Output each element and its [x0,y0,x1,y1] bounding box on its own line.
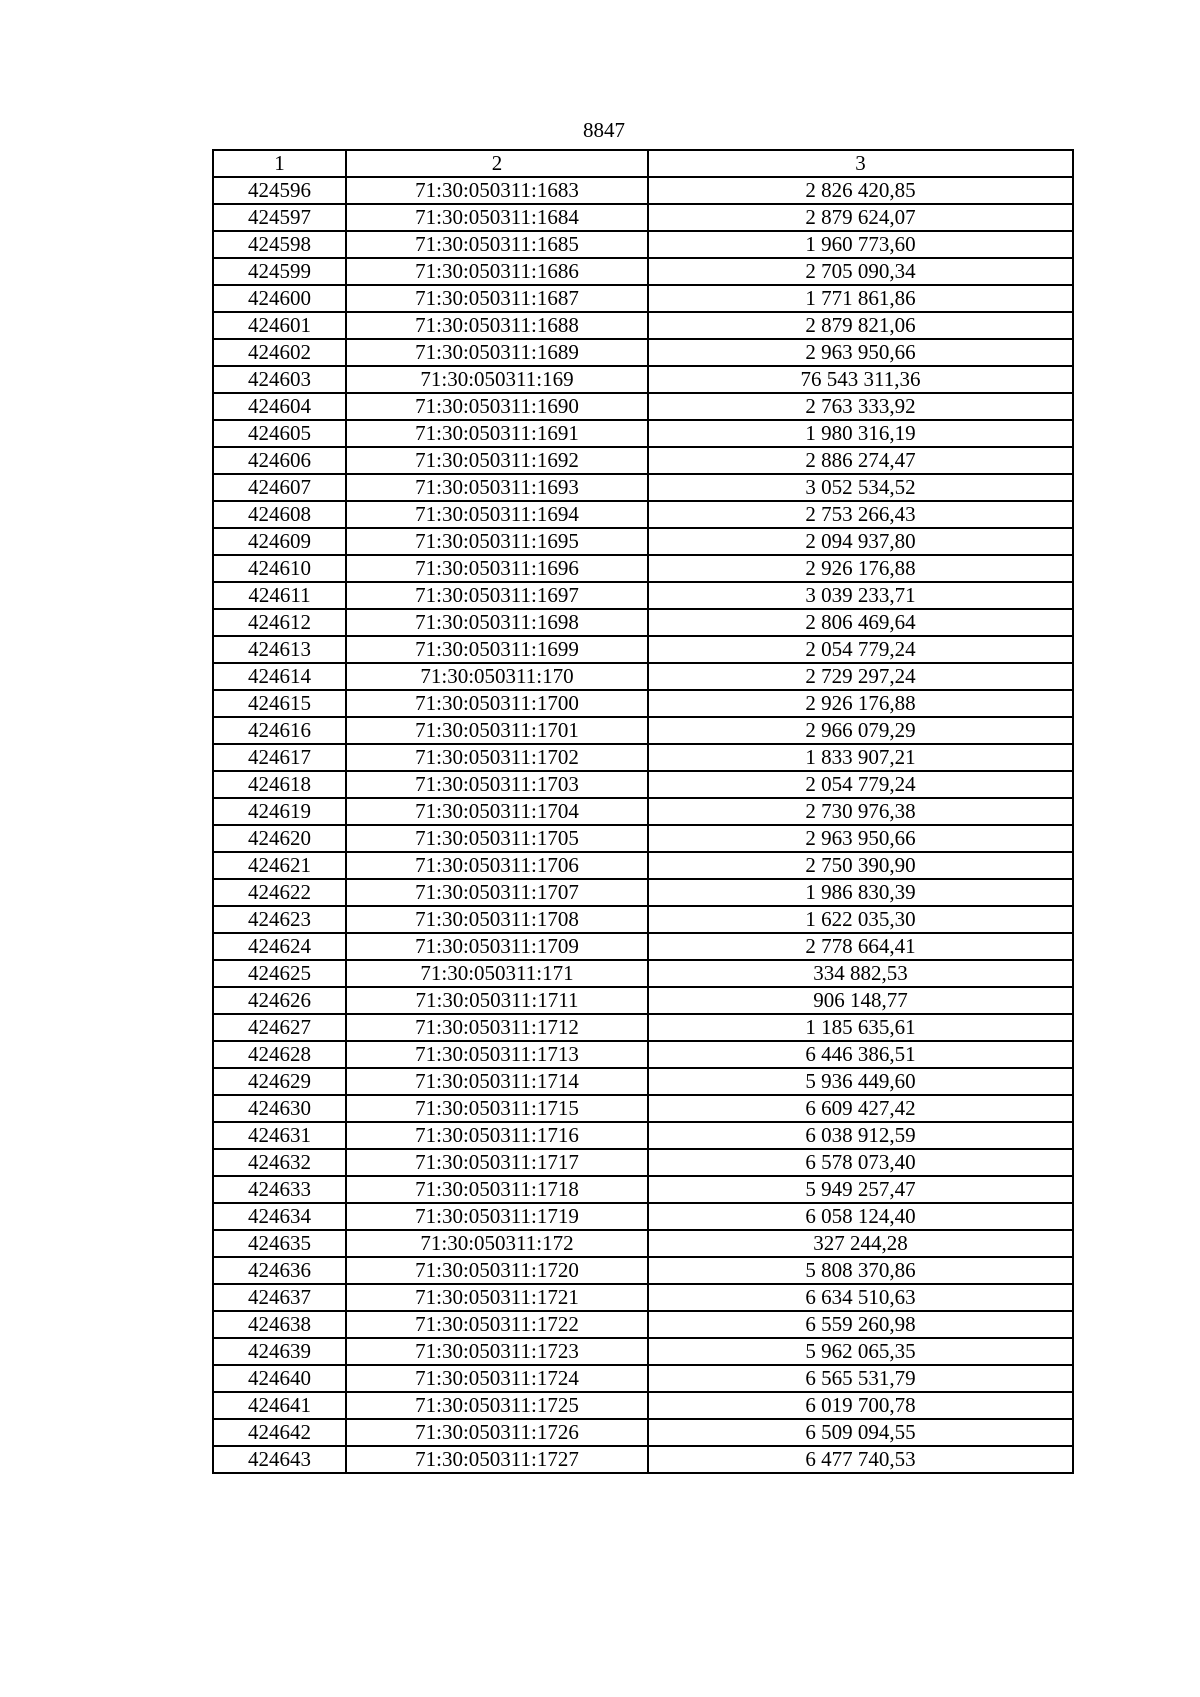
value-cell: 2 054 779,24 [648,636,1073,663]
table-row [213,1041,1073,1068]
cadastral-number-cell: 71:30:050311:1720 [346,1257,648,1284]
value-cell: 327 244,28 [648,1230,1073,1257]
table-row [213,1068,1073,1095]
value-cell: 2 094 937,80 [648,528,1073,555]
row-number-cell: 424635 [213,1230,346,1257]
table-row [213,771,1073,798]
table-row [213,609,1073,636]
cadastral-number-cell: 71:30:050311:1714 [346,1068,648,1095]
value-cell: 1 833 907,21 [648,744,1073,771]
cadastral-number-cell: 71:30:050311:1686 [346,258,648,285]
table-row [213,1311,1073,1338]
row-number-cell: 424618 [213,771,346,798]
table-row [213,690,1073,717]
row-number-cell: 424621 [213,852,346,879]
value-cell: 2 963 950,66 [648,339,1073,366]
cadastral-number-cell: 71:30:050311:1719 [346,1203,648,1230]
table-row [213,447,1073,474]
row-number-cell: 424636 [213,1257,346,1284]
cadastral-number-cell: 71:30:050311:1689 [346,339,648,366]
value-cell: 1 622 035,30 [648,906,1073,933]
value-cell: 1 986 830,39 [648,879,1073,906]
row-number-cell: 424637 [213,1284,346,1311]
table-row [213,906,1073,933]
row-number-cell: 424605 [213,420,346,447]
row-number-cell: 424606 [213,447,346,474]
value-cell: 1 771 861,86 [648,285,1073,312]
cadastral-number-cell: 71:30:050311:1713 [346,1041,648,1068]
value-cell: 2 963 950,66 [648,825,1073,852]
cadastral-number-cell: 71:30:050311:172 [346,1230,648,1257]
table-row [213,879,1073,906]
value-cell: 3 052 534,52 [648,474,1073,501]
table-row [213,1014,1073,1041]
table-header [213,150,1073,177]
table-row [213,177,1073,204]
table-row [213,258,1073,285]
table-row [213,1230,1073,1257]
table-row [213,474,1073,501]
table-row [213,663,1073,690]
table-row [213,636,1073,663]
table-row [213,1365,1073,1392]
row-number-cell: 424597 [213,204,346,231]
value-cell: 6 019 700,78 [648,1392,1073,1419]
table-row [213,1338,1073,1365]
value-cell: 6 509 094,55 [648,1419,1073,1446]
cadastral-number-cell: 71:30:050311:1716 [346,1122,648,1149]
value-cell: 2 926 176,88 [648,690,1073,717]
cadastral-number-cell: 71:30:050311:1711 [346,987,648,1014]
cadastral-number-cell: 71:30:050311:1688 [346,312,648,339]
cadastral-number-cell: 71:30:050311:1709 [346,933,648,960]
cadastral-number-cell: 71:30:050311:1693 [346,474,648,501]
cadastral-number-cell: 71:30:050311:1718 [346,1176,648,1203]
cadastral-number-cell: 71:30:050311:1705 [346,825,648,852]
row-number-cell: 424599 [213,258,346,285]
table-row [213,1095,1073,1122]
row-number-cell: 424643 [213,1446,346,1473]
cadastral-number-cell: 71:30:050311:1692 [346,447,648,474]
value-cell: 2 054 779,24 [648,771,1073,798]
cadastral-number-cell: 71:30:050311:1715 [346,1095,648,1122]
cadastral-number-cell: 71:30:050311:1697 [346,582,648,609]
value-cell: 2 750 390,90 [648,852,1073,879]
column-header-2: 2 [346,150,648,177]
table-row [213,1149,1073,1176]
value-cell: 2 753 266,43 [648,501,1073,528]
value-cell: 6 038 912,59 [648,1122,1073,1149]
value-cell: 76 543 311,36 [648,366,1073,393]
table-row [213,1284,1073,1311]
table-row [213,825,1073,852]
cadastral-number-cell: 71:30:050311:1683 [346,177,648,204]
table-row [213,420,1073,447]
table-row [213,798,1073,825]
table-row [213,1392,1073,1419]
row-number-cell: 424627 [213,1014,346,1041]
value-cell: 2 778 664,41 [648,933,1073,960]
value-cell: 334 882,53 [648,960,1073,987]
value-cell: 6 634 510,63 [648,1284,1073,1311]
cadastral-number-cell: 71:30:050311:1721 [346,1284,648,1311]
cadastral-number-cell: 71:30:050311:1704 [346,798,648,825]
row-number-cell: 424625 [213,960,346,987]
cadastral-number-cell: 71:30:050311:1723 [346,1338,648,1365]
row-number-cell: 424616 [213,717,346,744]
cadastral-number-cell: 71:30:050311:1726 [346,1419,648,1446]
row-number-cell: 424603 [213,366,346,393]
table-row [213,1419,1073,1446]
value-cell: 2 886 274,47 [648,447,1073,474]
cadastral-number-cell: 71:30:050311:1690 [346,393,648,420]
table-row [213,285,1073,312]
row-number-cell: 424626 [213,987,346,1014]
value-cell: 1 980 316,19 [648,420,1073,447]
row-number-cell: 424612 [213,609,346,636]
row-number-cell: 424614 [213,663,346,690]
table-row [213,933,1073,960]
row-number-cell: 424622 [213,879,346,906]
table-row [213,960,1073,987]
row-number-cell: 424630 [213,1095,346,1122]
value-cell: 6 477 740,53 [648,1446,1073,1473]
row-number-cell: 424604 [213,393,346,420]
cadastral-number-cell: 71:30:050311:1706 [346,852,648,879]
value-cell: 3 039 233,71 [648,582,1073,609]
value-cell: 6 446 386,51 [648,1041,1073,1068]
value-cell: 5 936 449,60 [648,1068,1073,1095]
cadastral-number-cell: 71:30:050311:1717 [346,1149,648,1176]
row-number-cell: 424620 [213,825,346,852]
cadastral-number-cell: 71:30:050311:1700 [346,690,648,717]
table-row [213,1176,1073,1203]
value-cell: 906 148,77 [648,987,1073,1014]
table-row [213,1203,1073,1230]
table-row [213,204,1073,231]
cadastral-number-cell: 71:30:050311:1708 [346,906,648,933]
value-cell: 6 578 073,40 [648,1149,1073,1176]
cadastral-number-cell: 71:30:050311:1694 [346,501,648,528]
row-number-cell: 424596 [213,177,346,204]
cadastral-number-cell: 71:30:050311:1698 [346,609,648,636]
value-cell: 1 960 773,60 [648,231,1073,258]
table-row [213,1257,1073,1284]
table-row [213,528,1073,555]
value-cell: 6 058 124,40 [648,1203,1073,1230]
cadastral-number-cell: 71:30:050311:1699 [346,636,648,663]
cadastral-number-cell: 71:30:050311:169 [346,366,648,393]
cadastral-number-cell: 71:30:050311:171 [346,960,648,987]
cadastral-number-cell: 71:30:050311:170 [346,663,648,690]
value-cell: 5 808 370,86 [648,1257,1073,1284]
cadastral-number-cell: 71:30:050311:1722 [346,1311,648,1338]
row-number-cell: 424638 [213,1311,346,1338]
value-cell: 6 565 531,79 [648,1365,1073,1392]
table-body [213,177,1073,1473]
value-cell: 2 705 090,34 [648,258,1073,285]
column-header-1: 1 [213,150,346,177]
value-cell: 5 962 065,35 [648,1338,1073,1365]
table-row [213,852,1073,879]
row-number-cell: 424611 [213,582,346,609]
row-number-cell: 424617 [213,744,346,771]
table-row [213,1446,1073,1473]
row-number-cell: 424624 [213,933,346,960]
row-number-cell: 424634 [213,1203,346,1230]
table-row [213,717,1073,744]
table-row [213,744,1073,771]
value-cell: 2 879 624,07 [648,204,1073,231]
value-cell: 2 763 333,92 [648,393,1073,420]
row-number-cell: 424610 [213,555,346,582]
table-row [213,312,1073,339]
row-number-cell: 424631 [213,1122,346,1149]
row-number-cell: 424623 [213,906,346,933]
cadastral-number-cell: 71:30:050311:1707 [346,879,648,906]
row-number-cell: 424633 [213,1176,346,1203]
table-row [213,582,1073,609]
value-cell: 2 826 420,85 [648,177,1073,204]
table-row [213,1122,1073,1149]
cadastral-number-cell: 71:30:050311:1685 [346,231,648,258]
value-cell: 5 949 257,47 [648,1176,1073,1203]
registry-table [212,149,1074,1474]
cadastral-number-cell: 71:30:050311:1695 [346,528,648,555]
cadastral-number-cell: 71:30:050311:1687 [346,285,648,312]
row-number-cell: 424601 [213,312,346,339]
row-number-cell: 424609 [213,528,346,555]
row-number-cell: 424613 [213,636,346,663]
row-number-cell: 424640 [213,1365,346,1392]
table-row [213,339,1073,366]
cadastral-number-cell: 71:30:050311:1691 [346,420,648,447]
row-number-cell: 424628 [213,1041,346,1068]
row-number-cell: 424641 [213,1392,346,1419]
value-cell: 2 879 821,06 [648,312,1073,339]
row-number-cell: 424629 [213,1068,346,1095]
value-cell: 2 926 176,88 [648,555,1073,582]
row-number-cell: 424632 [213,1149,346,1176]
row-number-cell: 424607 [213,474,346,501]
cadastral-number-cell: 71:30:050311:1702 [346,744,648,771]
page-number: 8847 [583,118,625,142]
value-cell: 6 559 260,98 [648,1311,1073,1338]
value-cell: 2 729 297,24 [648,663,1073,690]
table-row [213,366,1073,393]
row-number-cell: 424615 [213,690,346,717]
row-number-cell: 424608 [213,501,346,528]
header-row [213,150,1073,177]
row-number-cell: 424619 [213,798,346,825]
column-header-3: 3 [648,150,1073,177]
cadastral-number-cell: 71:30:050311:1696 [346,555,648,582]
row-number-cell: 424642 [213,1419,346,1446]
row-number-cell: 424602 [213,339,346,366]
cadastral-number-cell: 71:30:050311:1724 [346,1365,648,1392]
value-cell: 2 966 079,29 [648,717,1073,744]
value-cell: 6 609 427,42 [648,1095,1073,1122]
value-cell: 2 806 469,64 [648,609,1073,636]
cadastral-number-cell: 71:30:050311:1684 [346,204,648,231]
row-number-cell: 424600 [213,285,346,312]
table-row [213,501,1073,528]
row-number-cell: 424639 [213,1338,346,1365]
table-row [213,987,1073,1014]
table-row [213,555,1073,582]
table-row [213,393,1073,420]
value-cell: 1 185 635,61 [648,1014,1073,1041]
cadastral-number-cell: 71:30:050311:1712 [346,1014,648,1041]
value-cell: 2 730 976,38 [648,798,1073,825]
row-number-cell: 424598 [213,231,346,258]
table-row [213,231,1073,258]
cadastral-number-cell: 71:30:050311:1725 [346,1392,648,1419]
cadastral-number-cell: 71:30:050311:1703 [346,771,648,798]
cadastral-number-cell: 71:30:050311:1701 [346,717,648,744]
cadastral-number-cell: 71:30:050311:1727 [346,1446,648,1473]
